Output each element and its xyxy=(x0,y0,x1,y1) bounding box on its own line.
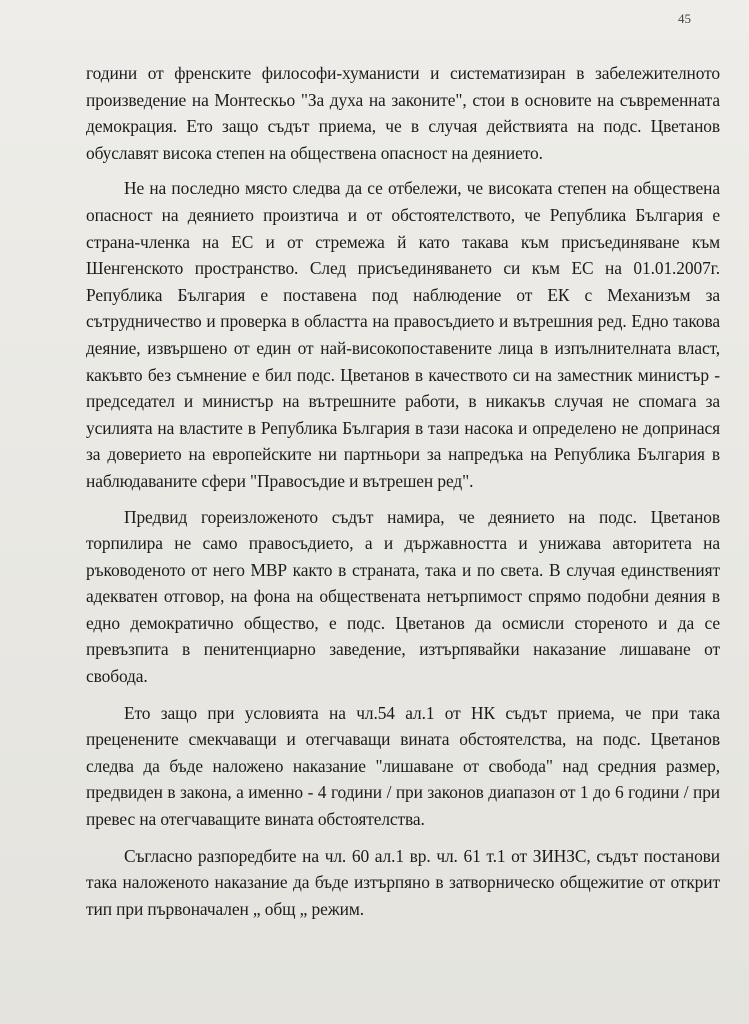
paragraph-5: Съгласно разпоредбите на чл. 60 ал.1 вр. чл. 61 т.1 от ЗИНЗС, съдът постанови така наложеното наказание да бъде изтърпяно в затворническо общежитие от открит тип при първоначален „ общ „ режим. xyxy=(86,845,720,919)
page-number: 45 xyxy=(678,11,691,26)
paragraph-2: Не на последно място следва да се отбележи, че високата степен на обществена опасност на деянието произтича и от обстоятелството, че Република България е страна-членка на ЕС и от стремежа й като такава към присъединяване към Шенгенското пространство. След присъединяването си към ЕС на 01.01.2007г. Република България е поставена под наблюдение от ЕК с Механизъм за сътрудничество и проверка в областта на правосъдието и вътрешния ред. Едно такова деяние, извършено от един от най-високопоставените лица в изпълнителната власт, какъвто без съмнение е бил подс. Цветанов в качеството си на заместник министър - председател и министър на вътрешните работи, в никакъв случая не спомага за усилията на властите в Република България в тази насока и определено не допринася за доверието на европейските ни партньори за напредъка на Република България в наблюдаваните сфери "Правосъдие и вътрешен ред". xyxy=(86,178,720,491)
paragraph-4: Ето защо при условията на чл.54 ал.1 от НК съдът приема, че при така преценените смекчаващи и отегчаващи вината обстоятелства, на подс. Цветанов следва да бъде наложено наказание "лишаване от свобода" над средния размер, предвиден в закона, а именно - 4 години / при законов диапазон от 1 до 6 години / при превес на отегчаващите вината обстоятелства. xyxy=(86,702,720,830)
paragraph-3: Предвид гореизложеното съдът намира, че деянието на подс. Цветанов торпилира не само правосъдието, а и държавността и унижава авторитета на ръководеното от него МВР както в страната, така и по света. В случая единственият адекватен отговор, на фона на обществената нетърпимост спрямо подобни деяния в едно демократично общество, е подс. Цветанов да осмисли стореното и да се превъзпита в пенитенциарно заведение, изтърпявайки наказание лишаване от свобода. xyxy=(86,506,720,687)
document-body xyxy=(86,60,720,922)
paragraph-1: години от френските философи-хуманисти и систематизиран в забележителното произведение на Монтескьо "За духа на законите", стои в основите на съвременната демокрация. Ето защо съдът приема, че в случая действията на подс. Цветанов обуславят висока степен на обществена опасност на деянието. xyxy=(86,63,720,163)
